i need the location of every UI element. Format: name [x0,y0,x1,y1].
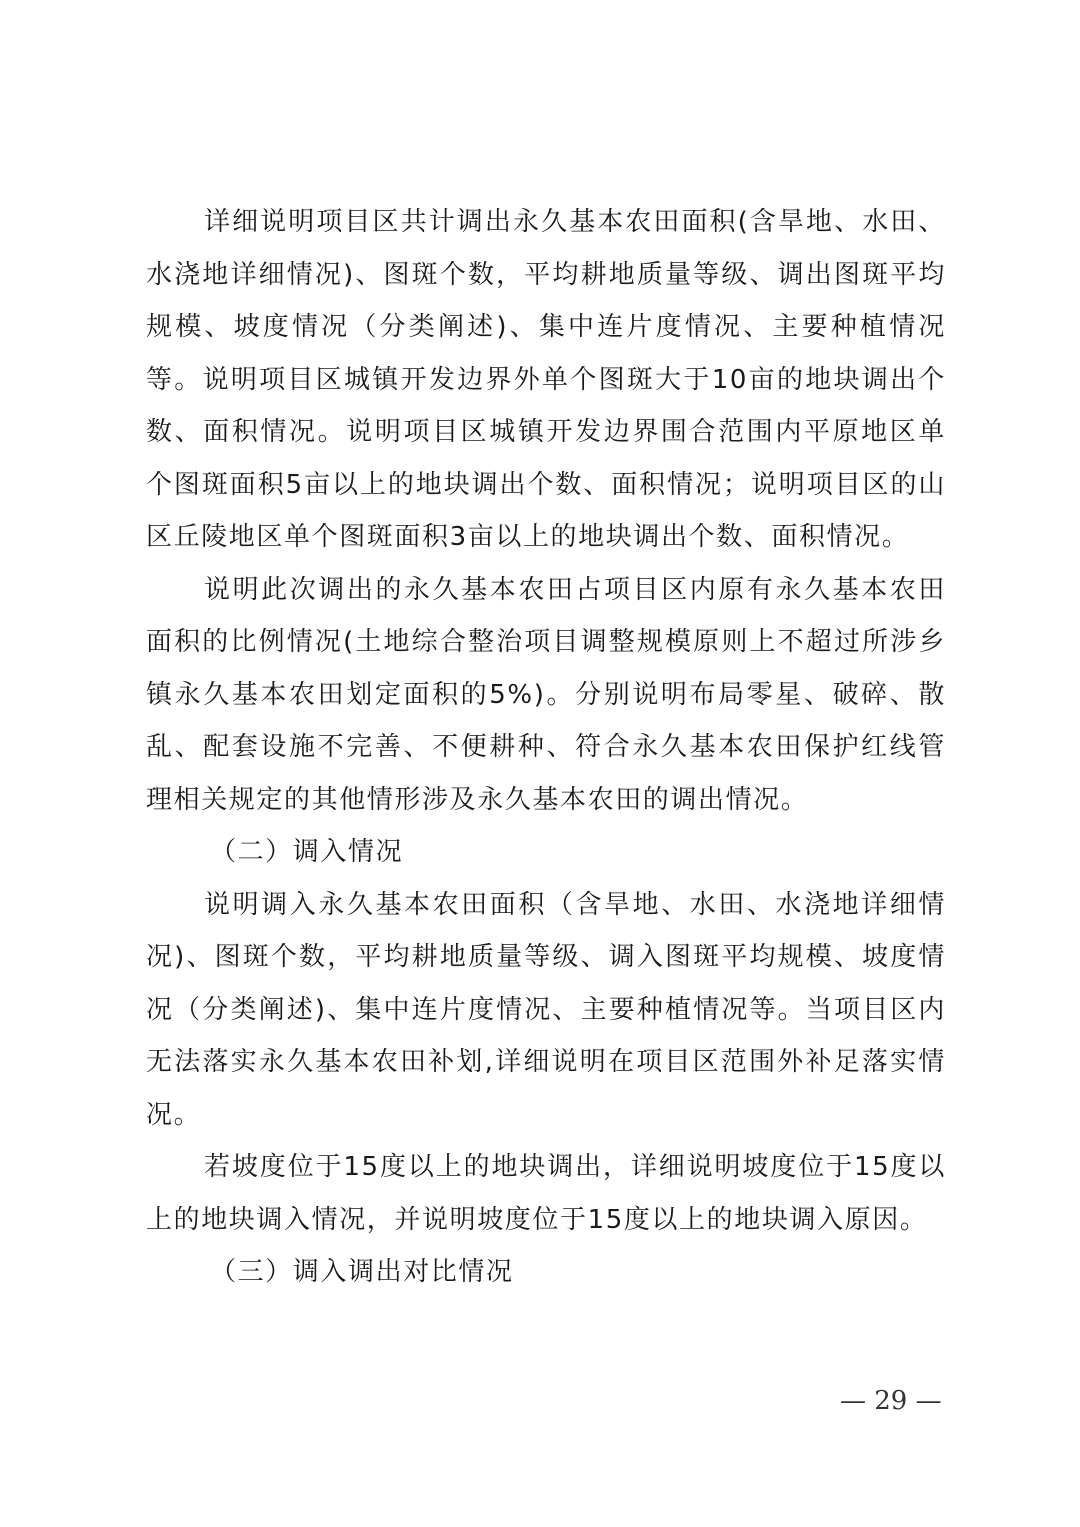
paragraph-removal-details: 详细说明项目区共计调出永久基本农田面积(含旱地、水田、水浇地详细情况)、图斑个数，平均耕地质量等级、调出图斑平均规模、坡度情况（分类阐述)、集中连片度情况、主要种植情况等。说明项目区城镇开发边界外单个图斑大于10亩的地块调出个数、面积情况。说明项目区城镇开发边界围合范围内平原地区单个图斑面积5亩以上的地块调出个数、面积情况；说明项目区的山区丘陵地区单个图斑面积3亩以上的地块调出个数、面积情况。 [146,207,946,552]
section-heading-transfer-in: （二）调入情况 [210,837,404,867]
paragraph-slope: 若坡度位于15度以上的地块调出，详细说明坡度位于15度以上的地块调入情况，并说明坡度位于15度以上的地块调入原因。 [146,1152,946,1235]
section-heading-comparison: （三）调入调出对比情况 [210,1257,514,1287]
page-number: — 29 — [840,1386,942,1416]
paragraph-transfer-in-details: 说明调入永久基本农田面积（含旱地、水田、水浇地详细情况)、图斑个数，平均耕地质量等级、调入图斑平均规模、坡度情况（分类阐述)、集中连片度情况、主要种植情况等。当项目区内无法落实永久基本农田补划,详细说明在项目区范围外补足落实情况。 [146,889,946,1130]
document-body [146,196,946,1299]
paragraph-removal-ratio: 说明此次调出的永久基本农田占项目区内原有永久基本农田面积的比例情况(土地综合整治项目调整规模原则上不超过所涉乡镇永久基本农田划定面积的5%)。分别说明布局零星、破碎、散乱、配套设施不完善、不便耕种、符合永久基本农田保护红线管理相关规定的其他情形涉及永久基本农田的调出情况。 [146,574,946,815]
